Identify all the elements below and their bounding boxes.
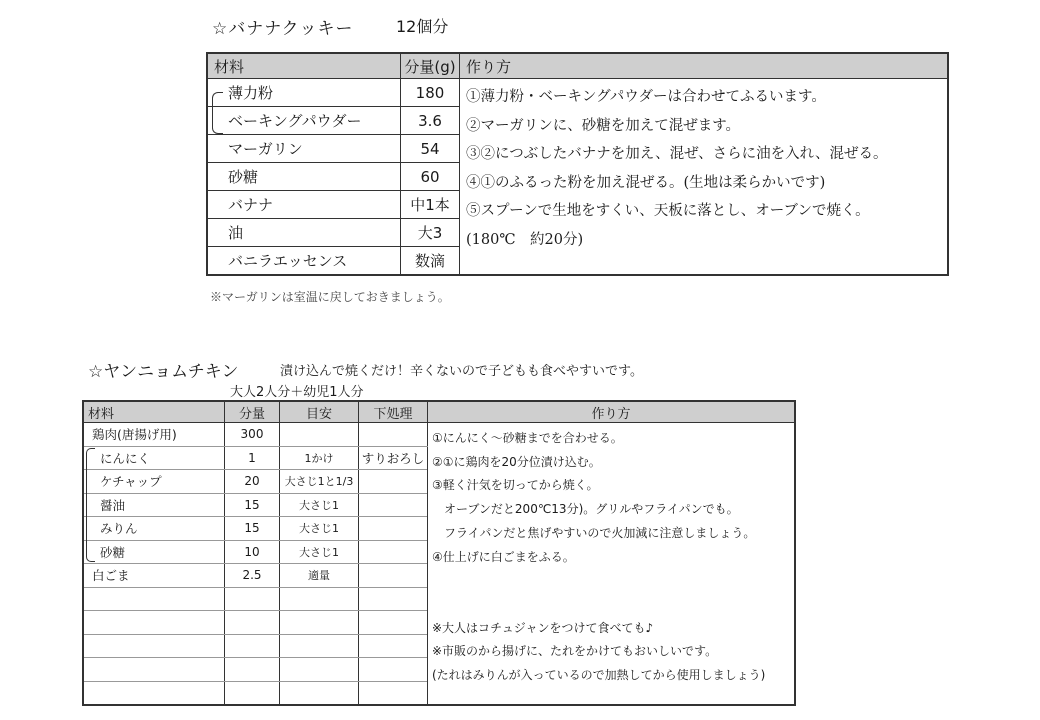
ingredient-name [83,587,225,611]
ingredient-guide: 1かけ [280,446,359,470]
ingredient-amount: 3.6 [401,107,460,135]
ingredient-guide: 大さじ1 [280,493,359,517]
ingredient-prep [359,634,428,658]
step: ③②につぶしたバナナを加え、混ぜ、さらに油を入れ、混ぜる。 [466,146,888,162]
step [432,569,792,593]
ingredient-guide: 適量 [280,564,359,588]
ingredient-amount: 中1本 [401,191,460,219]
ingredient-name: 砂糖 [83,540,225,564]
ingredient-name: にんにく [83,446,225,470]
ingredient-amount [225,634,280,658]
ingredient-guide: 大さじ1と1/3 [280,470,359,494]
ingredient-prep [359,658,428,682]
step: ③軽く汁気を切ってから焼く。 [432,478,599,493]
ingredient-amount: 180 [401,79,460,107]
ingredient-prep [359,493,428,517]
ingredient-amount: 54 [401,135,460,163]
ingredient-amount: 60 [401,163,460,191]
step: ※市販のから揚げに、たれをかけてもおいしいです。 [432,644,718,659]
ingredient-guide [280,587,359,611]
group-bracket [86,448,95,562]
ingredient-prep [359,681,428,705]
header-ingredient: 材料 [83,401,225,423]
ingredient-amount: 20 [225,470,280,494]
ingredient-prep [359,540,428,564]
step: ④①のふるった粉を加え混ぜる。(生地は柔らかいです) [466,174,826,191]
step: ①にんにく～砂糖までを合わせる。 [432,431,623,445]
recipe1-header-row [207,53,948,79]
ingredient-name: 醤油 [83,493,225,517]
step: ⑤スプーンで生地をすくい、天板に落とし、オーブンで焼く。 [466,203,870,219]
ingredient-guide [280,658,359,682]
ingredient-prep: すりおろし [359,446,428,470]
recipe2-title: ☆ヤンニョムチキン [88,362,239,382]
ingredient-amount: 10 [225,540,280,564]
ingredient-name [83,681,225,705]
step: フライパンだと焦げやすいので火加減に注意しましょう。 [432,525,756,540]
header-amount: 分量 [225,401,280,423]
step: ①薄力粉・ベーキングパウダーは合わせてふるいます。 [466,89,826,105]
step: ②①に鶏肉を20分位漬け込む。 [432,454,601,469]
step: (180℃ 約20分) [466,231,584,248]
step [432,593,792,617]
ingredient-prep [359,611,428,635]
method-steps [460,79,949,276]
ingredient-guide [280,681,359,705]
ingredient-prep [359,423,428,447]
table-row [83,423,795,447]
step: ※大人はコチュジャンをつけて食べても♪ [432,620,654,635]
ingredient-amount: 1 [225,446,280,470]
ingredient-amount [225,658,280,682]
header-amount: 分量(g) [401,53,460,79]
recipe1-note: ※マーガリンは室温に戻しておきましょう。 [210,290,450,304]
table-row [207,79,948,107]
ingredient-amount: 数滴 [401,247,460,276]
ingredient-name: 薄力粉 [207,79,401,107]
ingredient-amount: 15 [225,493,280,517]
ingredient-amount: 大3 [401,219,460,247]
ingredient-name: バナナ [207,191,401,219]
ingredient-guide [280,423,359,447]
ingredient-name: 油 [207,219,401,247]
ingredient-guide [280,634,359,658]
ingredient-guide [280,611,359,635]
header-guide: 目安 [280,401,359,423]
header-prep: 下処理 [359,401,428,423]
ingredient-amount [225,611,280,635]
ingredient-name: バニラエッセンス [207,247,401,276]
recipe2-servings: 大人2人分＋幼児1人分 [230,385,364,400]
ingredient-prep [359,587,428,611]
ingredient-name: 砂糖 [207,163,401,191]
method-steps [428,423,796,706]
ingredient-name [83,634,225,658]
recipe2-table [82,400,796,706]
header-ingredient: 材料 [207,53,401,79]
ingredient-name: マーガリン [207,135,401,163]
recipe1-title: ☆バナナクッキー [212,19,354,39]
step: ④仕上げに白ごまをふる。 [432,549,575,564]
ingredient-guide: 大さじ1 [280,540,359,564]
step: ②マーガリンに、砂糖を加えて混ぜます。 [466,117,741,134]
recipe2-header-row [83,401,795,423]
ingredient-name: みりん [83,517,225,541]
ingredient-amount [225,681,280,705]
ingredient-name [83,611,225,635]
ingredient-amount: 2.5 [225,564,280,588]
ingredient-amount: 15 [225,517,280,541]
group-bracket [212,92,223,134]
ingredient-prep [359,517,428,541]
header-method: 作り方 [428,401,796,423]
recipe1-servings: 12個分 [396,17,449,36]
recipe1-table [206,52,949,276]
ingredient-amount [225,587,280,611]
ingredient-name [83,658,225,682]
ingredient-prep [359,564,428,588]
ingredient-name: 鶏肉(唐揚げ用) [83,423,225,447]
ingredient-guide: 大さじ1 [280,517,359,541]
recipe2-subtitle: 漬け込んで焼くだけ！辛くないので子どもも食べやすいです。 [280,364,643,379]
step: オーブンだと200℃13分)。グリルやフライパンでも。 [432,502,739,517]
ingredient-name: ベーキングパウダー [207,107,401,135]
step: (たれはみりんが入っているので加熱してから使用しましょう) [432,668,766,683]
ingredient-name: 白ごま [83,564,225,588]
ingredient-prep [359,470,428,494]
ingredient-amount: 300 [225,423,280,447]
header-method: 作り方 [460,53,949,79]
ingredient-name: ケチャップ [83,470,225,494]
